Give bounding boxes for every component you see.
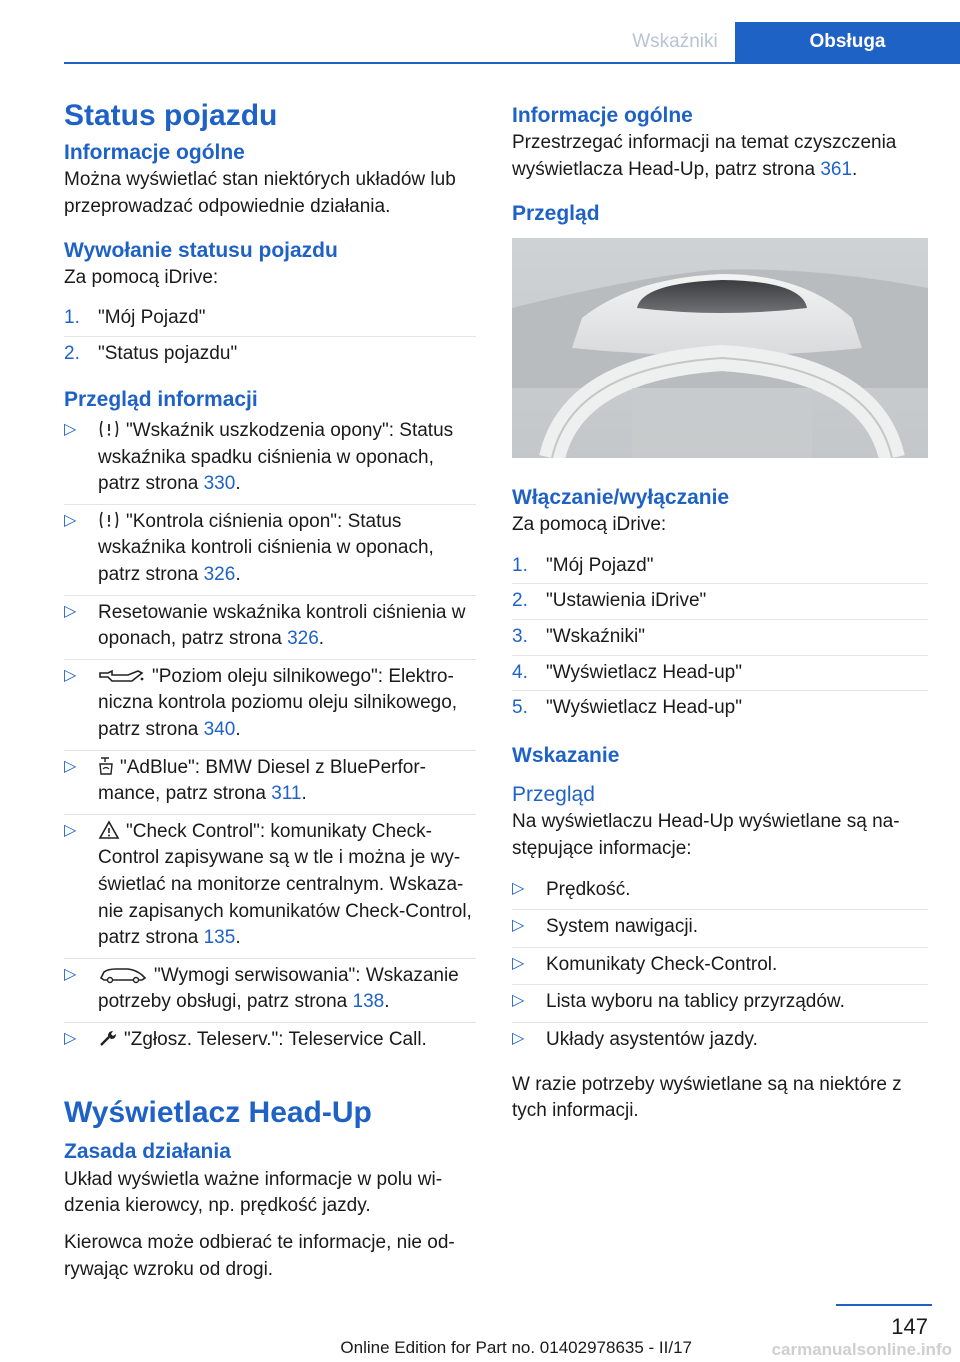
list-item: 3. "Wskaźniki" xyxy=(512,619,928,655)
page-link[interactable]: 361 xyxy=(820,158,853,180)
page-link[interactable]: 326 xyxy=(203,563,236,585)
general-info-hud-text: Przestrzegać informacji na temat czyszczenia wyświetlacza Head-Up, patrz strona 361. xyxy=(512,132,897,180)
list-item: ▷ Komunikaty Check-Control. xyxy=(512,947,928,985)
list-item: ▷ Układy asystentów jazdy. xyxy=(512,1022,928,1060)
list-item: 1. "Mój Pojazd" xyxy=(64,307,206,329)
page-link[interactable]: 311 xyxy=(271,783,302,805)
bullet-triangle-icon: ▷ xyxy=(64,1029,77,1047)
list-item: 5. "Wyświetlacz Head-up" xyxy=(512,690,928,726)
heading-display-overview: Przegląd xyxy=(512,783,595,807)
bullet-triangle-icon: ▷ xyxy=(512,954,525,972)
page-link[interactable]: 340 xyxy=(203,718,236,740)
bullet-triangle-icon: ▷ xyxy=(64,511,77,529)
page-link[interactable]: 326 xyxy=(287,628,319,650)
list-item: ▷ "Wskaźnik uszkodzenia opony": Status wskaźnika spadku ciśnienia w oponach, patrz strona 330. xyxy=(64,420,454,495)
list-item: ▷ Prędkość. xyxy=(512,878,631,900)
bullet-triangle-icon: ▷ xyxy=(64,666,77,684)
page-link[interactable]: 330 xyxy=(203,473,236,495)
principle-text-1: Układ wyświetla ważne informacje w polu widzenia kierowcy, np. prędkość jazdy. xyxy=(64,1168,443,1217)
list-item: 2. "Ustawienia iDrive" xyxy=(512,583,928,619)
oil-can-icon xyxy=(98,667,146,685)
right-column xyxy=(512,102,928,1135)
heading-info-overview: Przegląd informacji xyxy=(64,387,258,411)
heading-call-status: Wywołanie statusu pojazdu xyxy=(64,238,338,262)
watermark: carmanualsonline.info xyxy=(771,1340,952,1359)
list-item: ▷ "Kontrola ciśnienia opon": Status wskaźnika kontroli ciśnienia w oponach, patrz strona 326. xyxy=(64,504,476,595)
bullet-triangle-icon: ▷ xyxy=(512,879,525,897)
heading-display: Wskazanie xyxy=(512,743,620,767)
display-note: W razie potrzeby wyświetlane są na niektóre z tych informacji. xyxy=(512,1073,902,1122)
heading-overview: Przegląd xyxy=(512,201,600,225)
call-steps-list xyxy=(64,301,476,371)
display-items-list xyxy=(512,873,928,1060)
heading-general-info: Informacje ogólne xyxy=(64,141,245,164)
section-title-hud: Wyświetlacz Head-Up xyxy=(64,1096,372,1130)
heading-toggle: Włączanie/wyłączanie xyxy=(512,485,730,509)
general-info-text: Można wyświetlać stan niektórych układów lub przeprowadzać odpowiednie działania. xyxy=(64,169,456,217)
info-overview-list xyxy=(64,414,476,1059)
list-item: ▷ Lista wyboru na tablicy przyrządów. xyxy=(512,984,928,1022)
bullet-triangle-icon: ▷ xyxy=(512,917,525,935)
tire-warning-icon xyxy=(98,419,120,439)
display-text: Na wyświetlaczu Head-Up wyświetlane są następujące informacje: xyxy=(512,811,900,860)
footer-rule xyxy=(836,1304,932,1306)
list-item: ▷ "Wymogi serwisowania": Wskazanie potrzeby obsługi, patrz strona 138. xyxy=(64,958,476,1022)
list-item: ▷ "Check Control": komunikaty Check-Control zapisywane są w tle i można je wyświetlać na monitorze centralnym. Wskazanie zapisanych komunikatów Check-Control, patrz strona 135. xyxy=(64,814,476,958)
bullet-triangle-icon: ▷ xyxy=(64,965,77,983)
call-status-text: Za pomocą iDrive: xyxy=(64,266,219,288)
bullet-triangle-icon: ▷ xyxy=(512,992,525,1010)
list-item: 2. "Status pojazdu" xyxy=(64,336,476,372)
left-column xyxy=(64,96,476,1293)
section-title-status: Status pojazdu xyxy=(64,99,278,132)
list-item: 4. "Wyświetlacz Head-up" xyxy=(512,655,928,691)
principle-text-2: Kierowca może odbierać te informacje, nie odrywając wzroku od drogi. xyxy=(64,1232,455,1280)
list-item: ▷ "Zgłosz. Teleserv.": Teleservice Call. xyxy=(64,1022,476,1060)
list-item: ▷ "AdBlue": BMW Diesel z BluePerformance, patrz strona 311. xyxy=(64,750,476,814)
list-item: 1. "Mój Pojazd" xyxy=(512,554,654,576)
bullet-triangle-icon: ▷ xyxy=(64,757,77,775)
heading-principle: Zasada działania xyxy=(64,1140,231,1164)
bullet-triangle-icon: ▷ xyxy=(64,602,77,620)
header-tab-wskazniki[interactable]: Wskaźniki xyxy=(632,31,718,52)
toggle-text: Za pomocą iDrive: xyxy=(512,514,667,536)
footer-edition: Online Edition for Part no. 01402978635 - II/17 xyxy=(340,1338,692,1357)
bullet-triangle-icon: ▷ xyxy=(512,1029,525,1047)
bullet-triangle-icon: ▷ xyxy=(64,421,77,438)
header-rule xyxy=(64,62,960,64)
list-item: ▷ System nawigacji. xyxy=(512,909,928,947)
car-service-icon xyxy=(98,966,148,984)
list-item: ▷ Resetowanie wskaźnika kontroli ciśnienia w oponach, patrz strona 326. xyxy=(64,595,476,659)
header-tab-obsluga[interactable]: Obsługa xyxy=(735,22,960,62)
page-number: 147 xyxy=(891,1314,928,1339)
header-tabs xyxy=(615,22,960,62)
bullet-triangle-icon: ▷ xyxy=(64,821,77,839)
heading-general-info-hud: Informacje ogólne xyxy=(512,104,693,127)
head-up-display-photo xyxy=(512,238,928,458)
page-link[interactable]: 135 xyxy=(203,927,236,949)
tire-warning-icon xyxy=(98,510,120,530)
toggle-steps-list xyxy=(512,549,928,726)
wrench-icon xyxy=(98,1028,118,1048)
list-item: ▷ "Poziom oleju silnikowego": Elektroniczna kontrola poziomu oleju silnikowego, patrz strona 340. xyxy=(64,659,476,750)
warning-triangle-icon xyxy=(98,820,120,840)
page-link[interactable]: 138 xyxy=(352,991,385,1013)
adblue-icon xyxy=(98,756,114,776)
